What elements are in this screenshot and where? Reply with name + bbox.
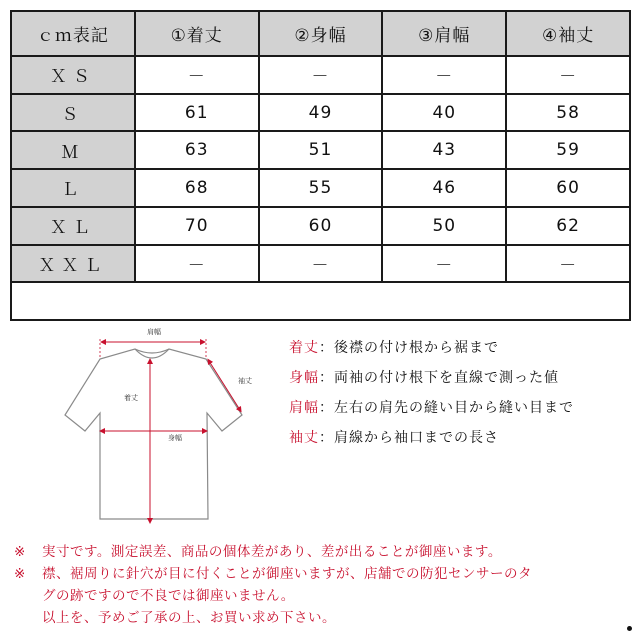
table-cell: 61 — [135, 94, 259, 132]
tshirt-outline — [65, 349, 242, 519]
legend-sep: ： — [319, 370, 334, 386]
table-cell: 68 — [135, 169, 259, 207]
size-label: ＸＳ — [11, 56, 135, 94]
legend-desc: 肩線から袖口までの長さ — [334, 430, 499, 446]
table-row — [11, 94, 630, 132]
legend-desc: 左右の肩先の縫い目から縫い目まで — [334, 400, 574, 416]
size-chart-table — [10, 10, 631, 321]
legend-desc: 両袖の付け根下を直線で測った値 — [334, 370, 559, 386]
table-cell: 46 — [382, 169, 506, 207]
measurement-legend — [289, 333, 629, 453]
table-cell: 50 — [382, 207, 506, 245]
note-line-3 — [14, 585, 634, 607]
table-cell: 51 — [259, 131, 383, 169]
size-label: Ｓ — [11, 94, 135, 132]
table-empty-cell — [11, 282, 630, 320]
table-row — [11, 169, 630, 207]
note-line-4 — [14, 607, 634, 629]
table-cell: － — [259, 245, 383, 283]
legend-item-shoulder — [289, 393, 629, 423]
table-cell: 60 — [506, 169, 630, 207]
legend-sep: ： — [319, 340, 334, 356]
table-row — [11, 245, 630, 283]
legend-term: 着丈 — [289, 340, 319, 356]
width-label: 身幅 — [168, 434, 182, 442]
size-label: Ｌ — [11, 169, 135, 207]
legend-term: 肩幅 — [289, 400, 319, 416]
tshirt-measurement-diagram — [50, 323, 265, 533]
table-row — [11, 56, 630, 94]
table-cell: 58 — [506, 94, 630, 132]
length-label: 着丈 — [124, 394, 138, 402]
table-cell: 63 — [135, 131, 259, 169]
table-cell: － — [382, 245, 506, 283]
legend-sep: ： — [319, 400, 334, 416]
table-header-row — [11, 11, 630, 56]
note-text: 実寸です。測定誤差、商品の個体差があり、差が出ることが御座います。 — [42, 544, 502, 560]
note-line-2 — [14, 563, 634, 585]
corner-dot — [627, 626, 632, 631]
table-cell: － — [135, 56, 259, 94]
size-label: ＸＸＬ — [11, 245, 135, 283]
size-label: ＸＬ — [11, 207, 135, 245]
note-text: グの跡ですので不良では御座いません。 — [42, 588, 295, 604]
table-cell: 43 — [382, 131, 506, 169]
sleeve-arrow — [209, 361, 240, 410]
table-empty-row — [11, 282, 630, 320]
legend-item-sleeve — [289, 423, 629, 453]
table-cell: － — [506, 245, 630, 283]
note-text: 以上を、予めご了承の上、お買い求め下さい。 — [42, 610, 336, 626]
legend-desc: 後襟の付け根から裾まで — [334, 340, 499, 356]
sleeve-label: 袖丈 — [238, 377, 252, 385]
table-cell: 49 — [259, 94, 383, 132]
table-cell: 55 — [259, 169, 383, 207]
note-mark: ※ — [14, 566, 26, 582]
legend-sep: ： — [319, 430, 334, 446]
table-cell: － — [382, 56, 506, 94]
table-row — [11, 131, 630, 169]
legend-item-length — [289, 333, 629, 363]
note-text: 襟、裾周りに針穴が目に付くことが御座いますが、店舗での防犯センサーのタ — [42, 566, 532, 582]
legend-term: 身幅 — [289, 370, 319, 386]
header-shoulder: ③肩幅 — [382, 11, 506, 56]
size-label: Ｍ — [11, 131, 135, 169]
note-mark: ※ — [14, 544, 26, 560]
table-cell: 60 — [259, 207, 383, 245]
table-cell: 59 — [506, 131, 630, 169]
header-width: ②身幅 — [259, 11, 383, 56]
table-cell: 40 — [382, 94, 506, 132]
note-line-1 — [14, 541, 634, 563]
header-unit: ｃｍ表記 — [11, 11, 135, 56]
disclaimer-notes — [14, 541, 634, 629]
table-row — [11, 207, 630, 245]
legend-term: 袖丈 — [289, 430, 319, 446]
header-sleeve: ④袖丈 — [506, 11, 630, 56]
table-cell: － — [259, 56, 383, 94]
table-cell: 70 — [135, 207, 259, 245]
legend-item-width — [289, 363, 629, 393]
table-cell: － — [135, 245, 259, 283]
tshirt-diagram-svg — [50, 323, 265, 533]
shoulder-label: 肩幅 — [147, 328, 161, 336]
header-length: ①着丈 — [135, 11, 259, 56]
table-cell: 62 — [506, 207, 630, 245]
table-cell: － — [506, 56, 630, 94]
